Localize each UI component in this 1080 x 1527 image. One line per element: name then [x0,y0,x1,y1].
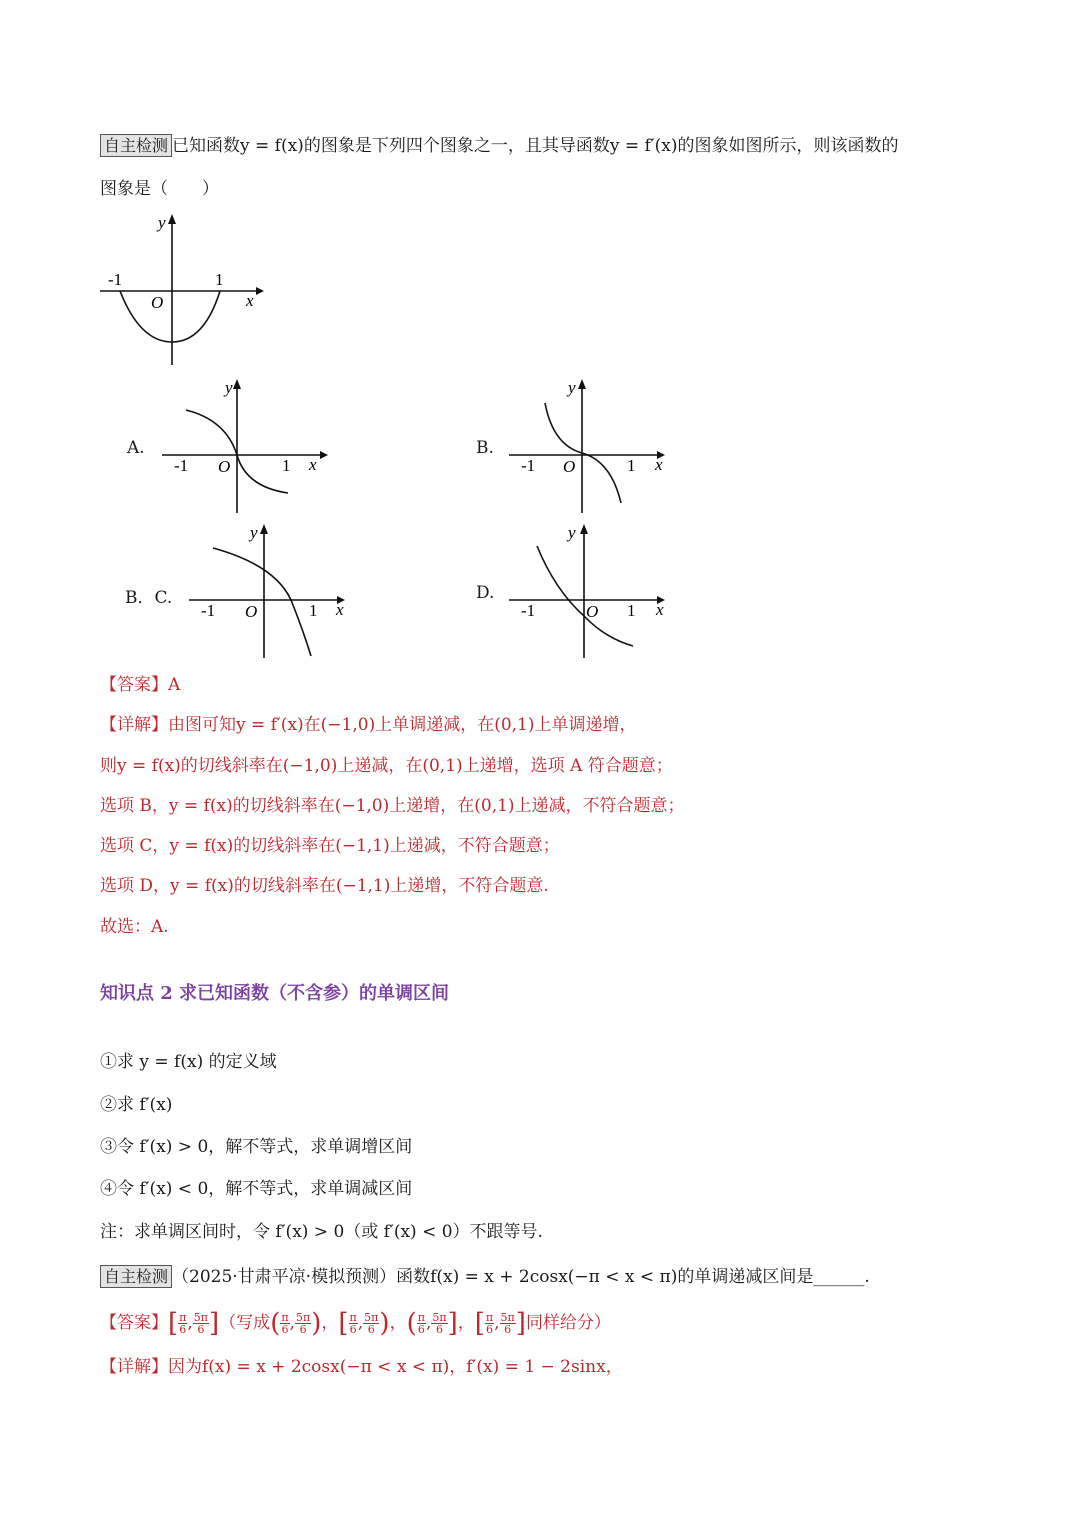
y-axis-arrow-icon [168,214,176,224]
y-axis-arrow-icon [580,524,588,534]
curve-d [537,546,633,646]
svg-text:O: O [586,602,599,621]
answer-2: 【答案】[ $\frac{\pi}{6}$ , $\frac{5\pi}{6}$ ]（写成( $\frac{\pi}{6}$ , $\frac{5\pi}{6}$ )，[ $\frac{\pi}{6}$ , $\frac{5\pi}{6}$ )，( $\frac{\pi}{6}$ , $\frac{5\pi}{6}$ ]，[ $\frac{\pi}{6}$ , $\frac{5\pi}{6}$ ]同样给分） [100,1308,611,1339]
svg-text:-1: -1 [174,456,189,475]
parabola-curve [120,291,220,342]
self-test-tag: 自主检测 [100,134,172,157]
svg-text:-1: -1 [201,601,216,620]
svg-text:O: O [218,457,231,476]
detail-line: 故选：A. [100,917,169,937]
option-d-graph[interactable] [505,520,680,662]
question-1-line1 [100,131,898,156]
svg-text:y: y [225,378,233,397]
question-1-text: 已知函数y = f(x)的图象是下列四个图象之一，且其导函数y = f′(x)的图象如图所示，则该函数的 [172,136,899,156]
svg-text:x: x [655,455,663,474]
svg-text:y: y [568,523,576,542]
step-item: ④令 f′(x) < 0，解不等式，求单调减区间 [100,1179,413,1199]
svg-text:x: x [309,455,317,474]
self-test-tag: 自主检测 [100,1265,172,1288]
section-heading: 知识点 2 求已知函数（不含参）的单调区间 [100,983,450,1004]
svg-text:1: 1 [282,456,291,475]
svg-text:x: x [336,600,344,619]
detail-line: 选项 D，y = f(x)的切线斜率在(−1,1)上递增，不符合题意. [100,876,549,896]
option-c-label[interactable]: B．C. [125,588,173,608]
step-item: ②求 f′(x) [100,1095,173,1115]
svg-text:y: y [568,378,576,397]
y-axis-arrow-icon [233,379,241,389]
question-2-line [100,1262,870,1287]
detail-line: 【详解】由图可知y = f′(x)在(−1,0)上单调递减，在(0,1)上单调递增， [100,715,637,735]
option-d-label[interactable]: D. [476,583,495,603]
curve-c [213,548,311,656]
x-axis-arrow-icon [256,287,264,295]
step-item: ③令 f′(x) > 0，解不等式，求单调增区间 [100,1137,413,1157]
option-b-label[interactable]: B. [476,438,494,458]
svg-text:1: 1 [627,601,636,620]
x-axis-arrow-icon [320,451,328,459]
question-2-text: （2025·甘肃平凉·模拟预测）函数f(x) = x + 2cosx(−π < x < π)的单调递减区间是______. [172,1267,870,1287]
detail-line: 选项 C，y = f(x)的切线斜率在(−1,1)上递减，不符合题意； [100,836,560,856]
svg-text:y: y [250,523,258,542]
tick-pos1: 1 [215,270,224,289]
y-axis-arrow-icon [578,379,586,389]
origin-label: O [151,293,164,312]
option-a-graph[interactable] [158,375,333,517]
note-line: 注：求单调区间时，令 f′(x) > 0（或 f′(x) < 0）不跟等号. [100,1222,543,1242]
option-b-graph[interactable] [505,375,680,517]
curve-b [545,403,621,503]
option-c-graph[interactable] [185,520,360,662]
y-axis-arrow-icon [260,524,268,534]
answer-2-detail: 【详解】因为f(x) = x + 2cosx(−π < x < π)，f′(x) = 1 − 2sinx， [100,1357,623,1377]
svg-text:1: 1 [309,601,318,620]
svg-text:1: 1 [627,456,636,475]
answer-1: 【答案】A [100,675,181,695]
svg-text:O: O [245,602,258,621]
step-item: ①求 y = f(x) 的定义域 [100,1052,277,1072]
detail-line: 则y = f(x)的切线斜率在(−1,0)上递减，在(0,1)上递增，选项 A 符合题意； [100,756,673,776]
tick-neg1: -1 [108,270,123,289]
svg-text:-1: -1 [521,456,536,475]
derivative-graph [96,210,266,370]
svg-text:-1: -1 [521,601,536,620]
y-label: y [158,213,166,232]
x-label: x [246,291,254,310]
option-a-label[interactable]: A. [127,438,145,458]
question-1-line2: 图象是（ ） [100,179,219,199]
detail-line: 选项 B，y = f(x)的切线斜率在(−1,0)上递增，在(0,1)上递减，不符合题意； [100,796,685,816]
svg-text:O: O [563,457,576,476]
svg-text:x: x [656,600,664,619]
